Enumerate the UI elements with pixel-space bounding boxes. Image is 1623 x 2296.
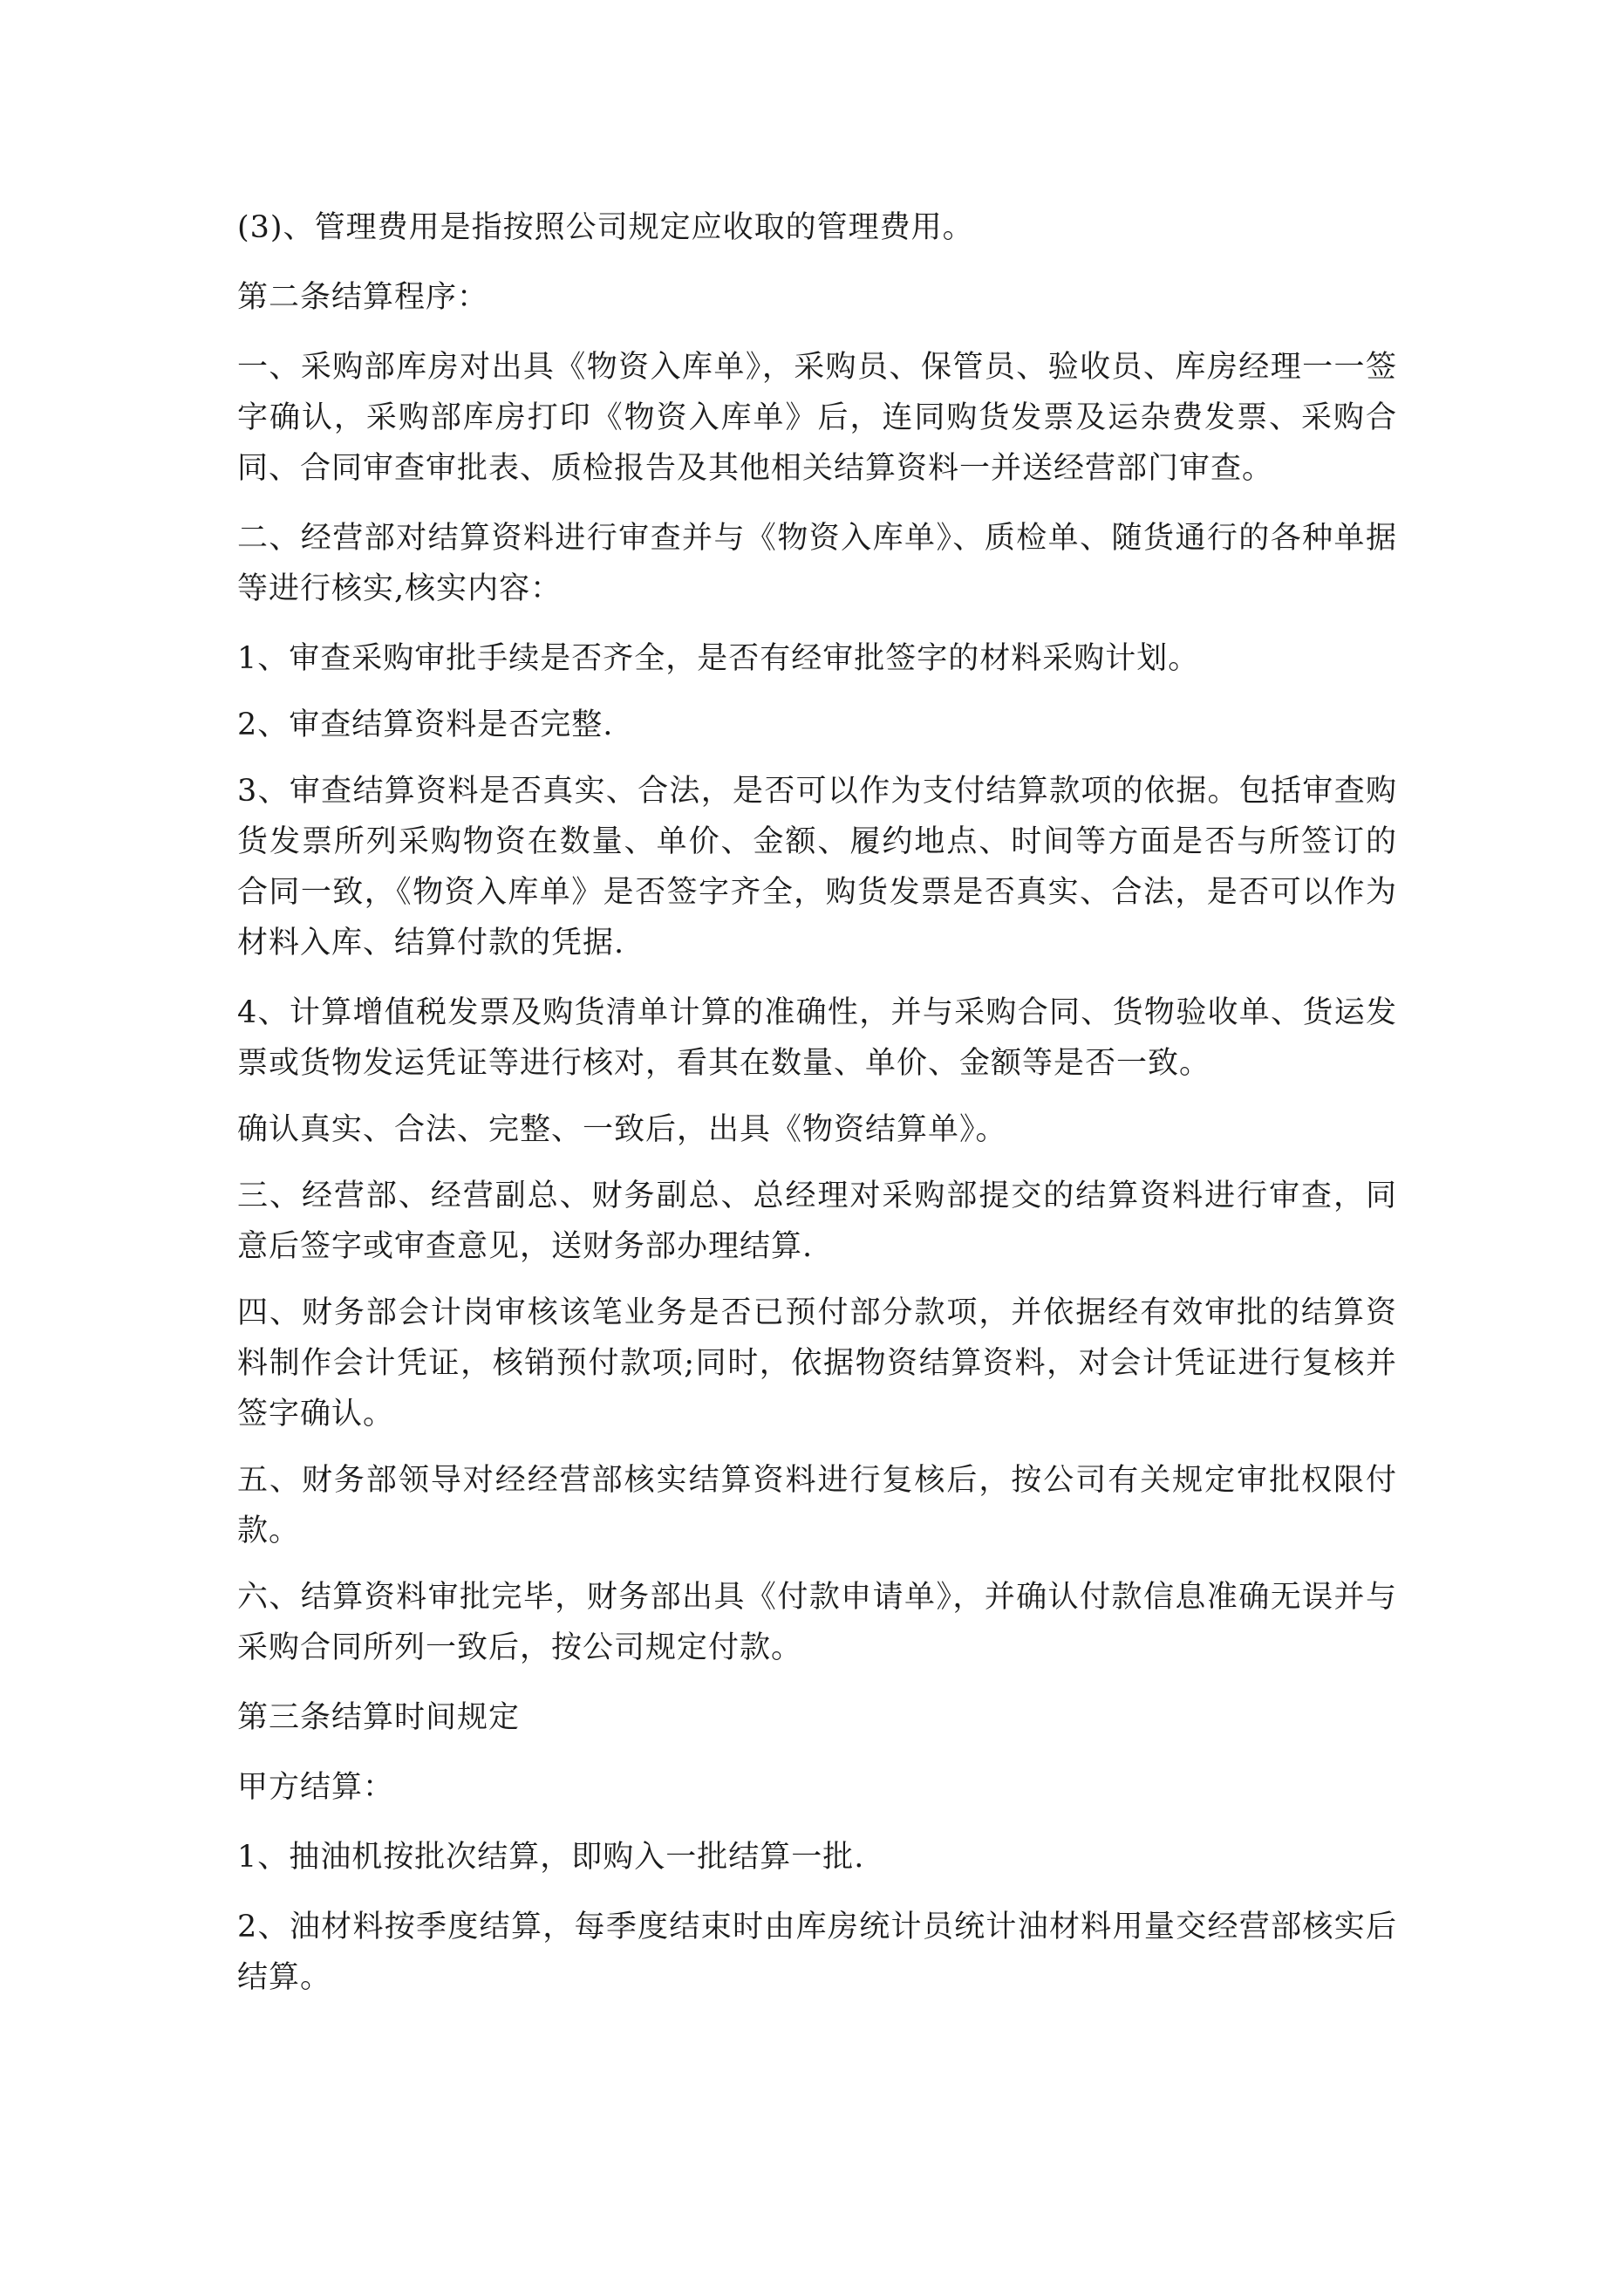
paragraph-check-3: 3、审查结算资料是否真实、合法，是否可以作为支付结算款项的依据。包括审查购货发票所列采购物资在数量、单价、金额、履约地点、时间等方面是否与所签订的合同一致，《物资入库单》是否签字齐全，购货发票是否真实、合法，是否可以作为材料入库、结算付款的凭据. xyxy=(237,774,1397,960)
paragraph-step-1: 一、采购部库房对出具《物资入库单》，采购员、保管员、验收员、库房经理一一签字确认，采购部库房打印《物资入库单》后，连同购货发票及运杂费发票、采购合同、合同审查审批表、质检报告及其他相关结算资料一并送经营部门审查。 xyxy=(237,350,1397,486)
paragraph-check-1: 1、审查采购审批手续是否齐全，是否有经审批签字的材料采购计划。 xyxy=(237,641,1200,676)
paragraph-confirm: 确认真实、合法、完整、一致后，出具《物资结算单》。 xyxy=(237,1112,1007,1147)
paragraph-management-fee: (3)、管理费用是指按照公司规定应收取的管理费用。 xyxy=(237,210,974,245)
paragraph-check-2: 2、审查结算资料是否完整. xyxy=(237,707,614,742)
paragraph-settle-2: 2、油材料按季度结算，每季度结束时由库房统计员统计油材料用量交经营部核实后结算。 xyxy=(237,1910,1397,1995)
paragraph-step-4: 四、财务部会计岗审核该笔业务是否已预付部分款项，并依据经有效审批的结算资料制作会计凭证，核销预付款项;同时，依据物资结算资料，对会计凭证进行复核并签字确认。 xyxy=(237,1295,1397,1432)
paragraph-step-6: 六、结算资料审批完毕，财务部出具《付款申请单》，并确认付款信息准确无误并与采购合同所列一致后，按公司规定付款。 xyxy=(237,1580,1397,1665)
document-body xyxy=(237,202,1397,2022)
heading-article-2: 第二条结算程序： xyxy=(237,280,489,315)
heading-article-3: 第三条结算时间规定 xyxy=(237,1700,521,1735)
paragraph-check-4: 4、计算增值税发票及购货清单计算的准确性，并与采购合同、货物验收单、货运发票或货物发运凭证等进行核对，看其在数量、单价、金额等是否一致。 xyxy=(237,995,1397,1081)
paragraph-step-2: 二、经营部对结算资料进行审查并与《物资入库单》、质检单、随货通行的各种单据等进行核实,核实内容： xyxy=(237,521,1397,606)
paragraph-settle-1: 1、抽油机按批次结算，即购入一批结算一批. xyxy=(237,1840,865,1875)
paragraph-step-3: 三、经营部、经营副总、财务副总、总经理对采购部提交的结算资料进行审查，同意后签字或审查意见，送财务部办理结算. xyxy=(237,1179,1397,1264)
paragraph-party-a: 甲方结算： xyxy=(237,1770,395,1805)
paragraph-step-5: 五、财务部领导对经经营部核实结算资料进行复核后，按公司有关规定审批权限付款。 xyxy=(237,1463,1397,1548)
